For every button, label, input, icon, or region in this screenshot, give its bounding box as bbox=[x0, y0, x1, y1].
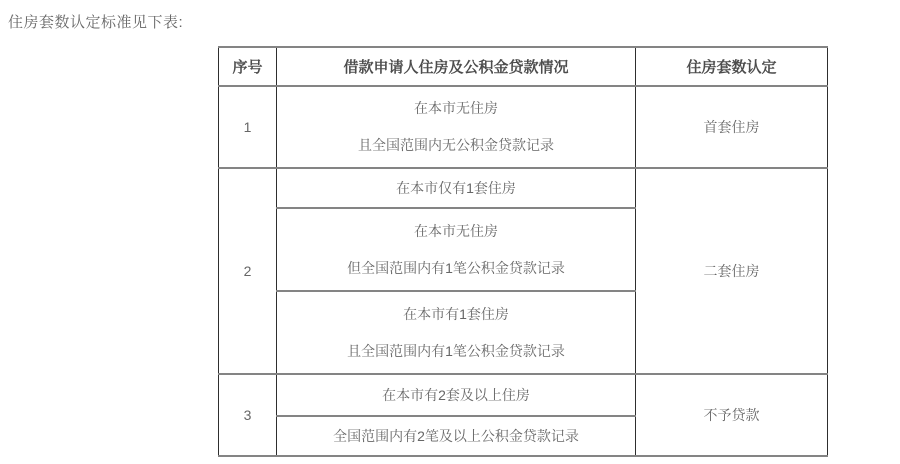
table-row bbox=[219, 86, 828, 168]
condition-line: 在本市仅有1套住房 bbox=[396, 179, 516, 196]
column-header-index: 序号 bbox=[219, 47, 277, 86]
condition-cell bbox=[277, 374, 636, 416]
table-header-row bbox=[219, 47, 828, 86]
condition-cell bbox=[277, 291, 636, 374]
index-cell: 1 bbox=[219, 86, 277, 168]
intro-text: 住房套数认定标准见下表: bbox=[8, 14, 184, 31]
column-header-result: 住房套数认定 bbox=[636, 47, 828, 86]
condition-cell bbox=[277, 86, 636, 168]
condition-line: 且全国范围内有1笔公积金贷款记录 bbox=[347, 342, 565, 359]
condition-line: 在本市有2套及以上住房 bbox=[382, 386, 530, 403]
table-row bbox=[219, 374, 828, 416]
column-header-conditions: 借款申请人住房及公积金贷款情况 bbox=[277, 47, 636, 86]
result-cell: 二套住房 bbox=[636, 168, 828, 374]
condition-cell bbox=[277, 416, 636, 456]
housing-count-table bbox=[218, 46, 828, 457]
condition-line: 在本市无住房 bbox=[414, 100, 498, 116]
index-cell: 2 bbox=[219, 168, 277, 374]
condition-line: 且全国范围内无公积金贷款记录 bbox=[358, 137, 554, 153]
condition-line: 但全国范围内有1笔公积金贷款记录 bbox=[347, 259, 565, 276]
index-cell: 3 bbox=[219, 374, 277, 456]
result-cell: 首套住房 bbox=[636, 86, 828, 168]
housing-table-container bbox=[218, 46, 828, 457]
table-body bbox=[219, 86, 828, 456]
condition-cell bbox=[277, 208, 636, 291]
result-cell: 不予贷款 bbox=[636, 374, 828, 456]
table-row bbox=[219, 168, 828, 208]
condition-line: 在本市有1套住房 bbox=[403, 305, 509, 322]
condition-cell bbox=[277, 168, 636, 208]
condition-line: 在本市无住房 bbox=[414, 222, 498, 239]
condition-line: 全国范围内有2笔及以上公积金贷款记录 bbox=[333, 427, 579, 444]
